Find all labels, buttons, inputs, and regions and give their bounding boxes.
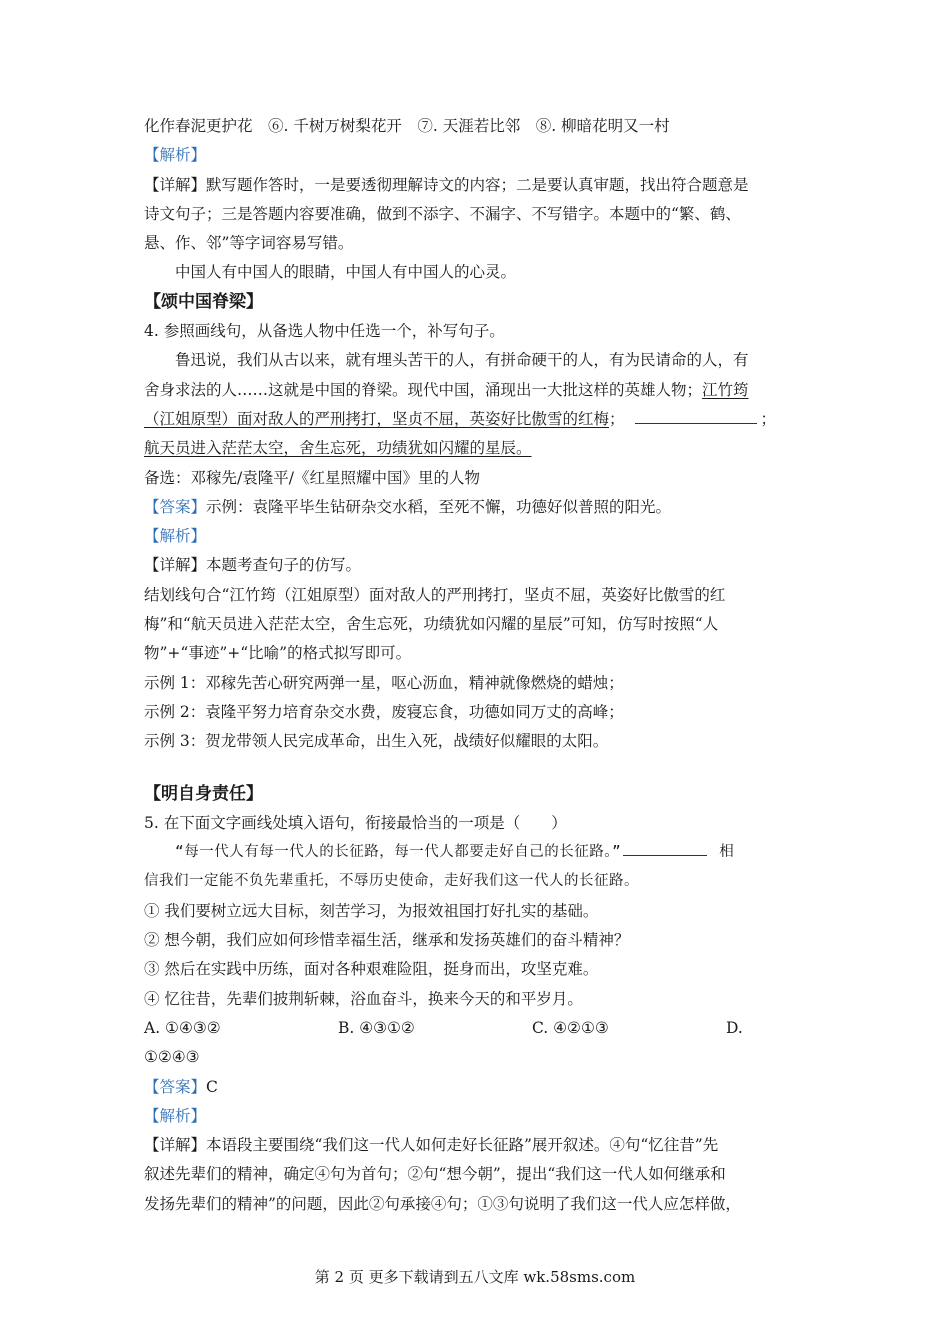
underlined-text: 航天员进入茫茫太空，舍生忘死，功绩犹如闪耀的星辰。 xyxy=(144,439,532,458)
detail-tag: 【详解】 xyxy=(144,556,207,575)
section-heading: 【颂中国脊梁】 xyxy=(144,291,263,312)
text-line: 【详解】本语段主要围绕“我们这一代人如何走好长征路”展开叙述。④句“忆往昔”先 xyxy=(144,1136,719,1155)
text-line: （江姐原型）面对敌人的严刑拷打，坚贞不屈，英姿好比傲雪的红梅； ； xyxy=(144,409,777,428)
section-heading: 【明自身责任】 xyxy=(144,783,263,804)
text-line: 发扬先辈们的精神”的问题，因此②句承接④句；①③句说明了我们这一代人应怎样做， xyxy=(144,1194,741,1213)
page-footer: 第 2 页 更多下载请到五八文库 wk.58sms.com xyxy=(314,1268,636,1286)
text-line: 舍身求法的人……这就是中国的脊梁。现代中国，涌现出一大批这样的英雄人物；江竹筠 xyxy=(144,380,749,399)
text-line: ② 想今朝，我们应如何珍惜幸福生活，继承和发扬英雄们的奋斗精神？ xyxy=(144,931,630,950)
text-line: 信我们一定能不负先辈重托，不辱历史使命，走好我们这一代人的长征路。 xyxy=(144,873,639,890)
fill-blank xyxy=(635,409,757,424)
text-line: 梅”和“航天员进入茫茫太空，舍生忘死，功绩犹如闪耀的星辰”可知，仿写时按照“人 xyxy=(144,615,719,634)
analysis-tag: 【解析】 xyxy=(144,1106,207,1125)
answer-tag: 【答案】 xyxy=(144,1077,207,1096)
answer-tag: 【答案】 xyxy=(144,497,207,516)
option-a: A. ①④③② xyxy=(144,1018,221,1037)
text-line: 示例 1：邓稼先苦心研究两弹一星，呕心沥血，精神就像燃烧的蜡烛； xyxy=(144,673,624,692)
text-line: 化作春泥更护花 ⑥. 千树万树梨花开 ⑦. 天涯若比邻 ⑧. 柳暗花明又一村 xyxy=(144,117,670,135)
underlined-text: （江姐原型）面对敌人的严刑拷打，坚贞不屈，英姿好比傲雪的红梅 xyxy=(144,409,610,428)
text-line: 示例 3：贺龙带领人民完成革命，出生入死，战绩好似耀眼的太阳。 xyxy=(144,732,609,751)
underlined-text: 江竹筠 xyxy=(702,380,749,399)
document-body xyxy=(144,112,806,1219)
text-line: 悬、作、邻”等字词容易写错。 xyxy=(144,234,354,253)
option-d: D. xyxy=(726,1018,743,1037)
detail-tag: 【详解】 xyxy=(144,175,207,194)
text-line: 中国人有中国人的眼睛，中国人有中国人的心灵。 xyxy=(175,263,517,282)
text-line: 【答案】C xyxy=(144,1077,218,1096)
text-line: 【详解】本题考查句子的仿写。 xyxy=(144,556,362,575)
analysis-tag: 【解析】 xyxy=(144,146,207,165)
text-line: 叙述先辈们的精神，确定④句为首句；②句“想今朝”，提出“我们这一代人如何继承和 xyxy=(144,1165,726,1184)
text-line: 示例 2：袁隆平努力培育杂交水费，废寝忘食，功德如同万丈的高峰； xyxy=(144,702,624,721)
text-line xyxy=(144,434,806,463)
spacer xyxy=(144,757,806,780)
text-line: 【答案】示例：袁隆平毕生钻研杂交水稻，至死不懈，功德好似普照的阳光。 xyxy=(144,497,672,516)
option-c: C. ④②①③ xyxy=(532,1018,609,1037)
text-line: “每一代人有每一代人的长征路，每一代人都要走好自己的长征路。” 相 xyxy=(144,838,806,867)
question-5: 5. 在下面文字画线处填入语句，衔接最恰当的一项是（ ） xyxy=(144,813,567,832)
text-line: 诗文句子；三是答题内容要准确，做到不添字、不漏字、不写错字。本题中的“繁、鹤、 xyxy=(144,204,741,223)
text-line: 备选：邓稼先/袁隆平/《红星照耀中国》里的人物 xyxy=(144,468,480,487)
question-4: 4. 参照画线句，从备选人物中任选一个，补写句子。 xyxy=(144,322,505,341)
text-line: ① 我们要树立远大目标，刻苦学习，为报效祖国打好扎实的基础。 xyxy=(144,901,599,920)
answer-options xyxy=(144,1014,806,1043)
text-line: 鲁迅说，我们从古以来，就有埋头苦干的人，有拼命硬干的人，有为民请命的人，有 xyxy=(175,351,749,370)
text-line: ③ 然后在实践中历练，面对各种艰难险阻，挺身而出，攻坚克难。 xyxy=(144,960,599,979)
text-line: ④ 忆往昔，先辈们披荆斩棘，浴血奋斗，换来今天的和平岁月。 xyxy=(144,989,583,1008)
text-line: 物”+“事迹”+“比喻”的格式拟写即可。 xyxy=(144,644,412,663)
text-line: 【详解】默写题作答时，一是要透彻理解诗文的内容；二是要认真审题，找出符合题意是 xyxy=(144,175,749,194)
detail-tag: 【详解】 xyxy=(144,1136,207,1155)
fill-blank xyxy=(623,841,707,856)
text-line: ①②④③ xyxy=(144,1048,200,1067)
text-line: 结划线句合“江竹筠（江姐原型）面对敌人的严刑拷打，坚贞不屈，英姿好比傲雪的红 xyxy=(144,585,726,604)
option-b: B. ④③①② xyxy=(338,1018,415,1037)
analysis-tag: 【解析】 xyxy=(144,527,207,546)
